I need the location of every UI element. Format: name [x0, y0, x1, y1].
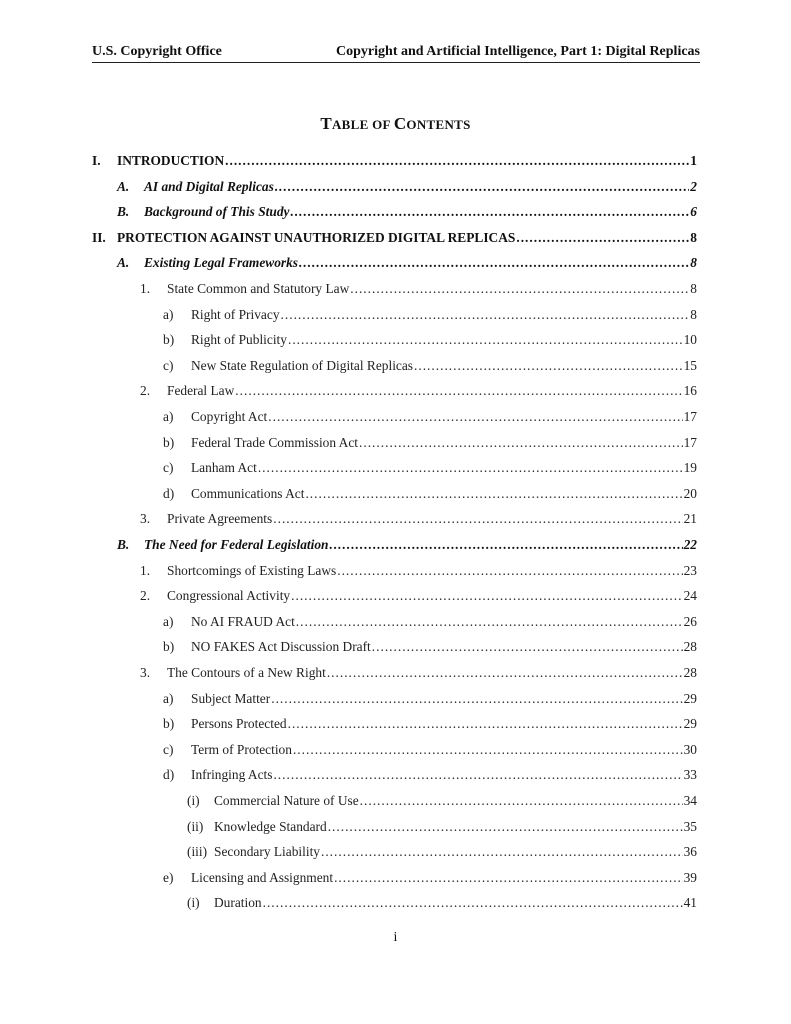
toc-entry-page: 8 [690, 255, 697, 271]
toc-leader-dots [273, 508, 682, 530]
toc-entry-label: New State Regulation of Digital Replicas [191, 357, 414, 373]
toc-entry-right-of-publicity[interactable] [163, 329, 697, 351]
toc-entry-number: b) [163, 434, 175, 450]
toc-leader-dots [296, 611, 683, 633]
toc-leader-dots [337, 560, 682, 582]
toc-entry-background[interactable] [117, 201, 697, 223]
toc-entry-label: Federal Trade Commission Act [191, 434, 359, 450]
toc-entry-number: e) [163, 869, 174, 885]
toc-entry-need-for-federal-legislation[interactable] [117, 534, 697, 556]
toc-entry-page: 35 [683, 818, 697, 834]
toc-entry-infringing-acts[interactable] [163, 764, 697, 786]
toc-entry-page: 28 [683, 639, 697, 655]
header-report-title: Copyright and Artificial Intelligence, Part 1: Digital Replicas [336, 44, 700, 59]
toc-entry-label: Commercial Nature of Use [214, 793, 359, 808]
toc-entry-introduction[interactable] [92, 150, 697, 172]
toc-entry-number: (iii) [187, 844, 208, 860]
toc-entry-existing-legal-frameworks[interactable] [117, 252, 697, 274]
toc-entry-number: I. [92, 153, 101, 168]
toc-leader-dots [288, 713, 683, 735]
toc-entry-number: c) [163, 357, 174, 373]
toc-entry-label: Knowledge Standard [214, 818, 327, 834]
toc-leader-dots [290, 201, 689, 223]
toc-entry-subject-matter[interactable] [163, 688, 697, 710]
toc-leader-dots [291, 585, 682, 607]
toc-entry-secondary-liability[interactable] [187, 841, 697, 863]
toc-leader-dots [273, 764, 682, 786]
toc-leader-dots [258, 457, 683, 479]
toc-leader-dots [516, 227, 689, 249]
toc-entry-number: d) [163, 485, 175, 501]
toc-entry-label: No AI FRAUD Act [191, 613, 295, 629]
toc-leader-dots [305, 483, 682, 505]
toc-leader-dots [329, 534, 682, 556]
toc-entry-label: Existing Legal Frameworks [144, 255, 299, 271]
title-cap-t: T [320, 114, 332, 133]
toc-entry-number: (i) [187, 793, 200, 808]
toc-entry-number: B. [117, 204, 130, 220]
toc-entry-page: 30 [683, 741, 697, 757]
toc-entry-knowledge-standard[interactable] [187, 816, 697, 838]
toc-entry-contours-new-right[interactable] [140, 662, 697, 684]
toc-entry-label: Secondary Liability [214, 844, 320, 860]
toc-entry-page: 36 [683, 844, 697, 860]
toc-entry-right-of-privacy[interactable] [163, 304, 697, 326]
toc-leader-dots [359, 432, 683, 454]
toc-entry-number: c) [163, 741, 174, 757]
toc-entry-label: Private Agreements [167, 511, 273, 527]
toc-entry-label: Lanham Act [191, 460, 257, 476]
toc-entry-page: 28 [683, 665, 697, 680]
toc-entry-shortcomings[interactable] [140, 560, 697, 582]
toc-leader-dots [327, 662, 683, 684]
toc-entry-label: Persons Protected [191, 716, 287, 732]
toc-entry-ai-and-digital-replicas[interactable] [117, 176, 697, 198]
toc-leader-dots [321, 841, 683, 863]
toc-leader-dots [372, 636, 683, 658]
toc-entry-page: 8 [690, 281, 697, 296]
toc-entry-number: II. [92, 229, 106, 245]
toc-leader-dots [299, 252, 689, 274]
toc-leader-dots [288, 329, 683, 351]
toc-entry-number: b) [163, 332, 175, 348]
toc-leader-dots [281, 304, 690, 326]
toc-entry-page: 23 [683, 562, 697, 578]
toc-entry-state-law[interactable] [140, 278, 697, 300]
toc-entry-label: Shortcomings of Existing Laws [167, 562, 337, 578]
toc-entry-number: 3. [140, 511, 151, 527]
toc-leader-dots [268, 406, 682, 428]
toc-entry-number: c) [163, 460, 174, 476]
toc-leader-dots [360, 790, 683, 812]
toc-entry-number: a) [163, 409, 174, 424]
toc-leader-dots [275, 176, 689, 198]
toc-leader-dots [235, 380, 682, 402]
toc-entry-label: Duration [214, 895, 262, 911]
toc-entry-page: 21 [683, 511, 697, 527]
toc-leader-dots [293, 739, 683, 761]
toc-entry-page: 29 [683, 716, 697, 732]
title-small-caps-1: ABLE OF [331, 117, 394, 132]
toc-entry-label: The Contours of a New Right [167, 665, 326, 680]
toc-leader-dots [414, 355, 683, 377]
toc-entry-private-agreements[interactable] [140, 508, 697, 530]
toc-entry-protection[interactable] [92, 227, 697, 249]
toc-entry-page: 41 [683, 895, 697, 911]
toc-entry-number: b) [163, 716, 175, 732]
toc-entry-page: 19 [683, 460, 697, 476]
toc-entry-number: a) [163, 613, 174, 629]
running-header [92, 40, 700, 63]
toc-entry-label: Subject Matter [191, 690, 271, 706]
toc-leader-dots [263, 892, 683, 914]
toc-entry-federal-law[interactable] [140, 380, 697, 402]
toc-entry-commercial-nature[interactable] [187, 790, 697, 812]
toc-entry-number: 1. [140, 562, 151, 578]
toc-entry-label: NO FAKES Act Discussion Draft [191, 639, 371, 655]
toc-entry-lanham-act[interactable] [163, 457, 697, 479]
toc-entry-label: PROTECTION AGAINST UNAUTHORIZED DIGITAL REPLICAS [117, 229, 516, 245]
toc-entry-no-fakes-act[interactable] [163, 636, 697, 658]
toc-entry-ftc-act[interactable] [163, 432, 697, 454]
toc-entry-communications-act[interactable] [163, 483, 697, 505]
toc-entry-page: 17 [683, 434, 697, 450]
toc-entry-page: 33 [683, 767, 697, 783]
toc-entry-label: Copyright Act [191, 409, 268, 424]
title-cap-c: C [393, 114, 407, 133]
toc-entry-licensing-assignment[interactable] [163, 867, 697, 889]
toc-entry-page: 26 [683, 613, 697, 629]
toc-entry-label: Congressional Activity [167, 588, 291, 604]
toc-entry-label: Licensing and Assignment [191, 869, 334, 885]
toc-entry-number: 3. [140, 665, 151, 680]
toc-entry-label: Infringing Acts [191, 767, 273, 783]
toc-entry-page: 2 [690, 178, 697, 194]
toc-entry-copyright-act[interactable] [163, 406, 697, 428]
toc-entry-number: 2. [140, 383, 151, 399]
toc-entry-page: 22 [683, 537, 697, 552]
toc-entry-page: 1 [690, 153, 697, 168]
toc-entry-number: 1. [140, 281, 151, 296]
toc-entry-number: A. [117, 255, 130, 271]
toc-entry-label: Right of Publicity [191, 332, 287, 348]
toc-entry-number: B. [117, 537, 130, 552]
toc-leader-dots [350, 278, 689, 300]
toc-entry-number: a) [163, 690, 174, 706]
toc-entry-duration[interactable] [187, 892, 697, 914]
toc-entry-page: 34 [683, 793, 697, 808]
toc-entry-label: State Common and Statutory Law [167, 281, 350, 296]
toc-entry-number: b) [163, 639, 175, 655]
toc-entry-congressional-activity[interactable] [140, 585, 697, 607]
toc-entry-page: 39 [683, 869, 697, 885]
toc-entry-no-ai-fraud-act[interactable] [163, 611, 697, 633]
toc-entry-page: 20 [683, 485, 697, 501]
toc-entry-label: Background of This Study [144, 204, 290, 220]
toc-entry-page: 16 [683, 383, 697, 399]
page-title [0, 114, 791, 134]
toc-entry-label: Right of Privacy [191, 306, 280, 322]
toc-entry-label: The Need for Federal Legislation [144, 537, 329, 552]
toc-entry-page: 17 [683, 409, 697, 424]
toc-entry-page: 29 [683, 690, 697, 706]
toc-entry-number: d) [163, 767, 175, 783]
toc-entry-label: INTRODUCTION [117, 153, 225, 168]
title-small-caps-2: ONTENTS [406, 117, 471, 132]
toc-entry-page: 15 [683, 357, 697, 373]
toc-entry-page: 8 [690, 306, 697, 322]
toc-entry-label: Term of Protection [191, 741, 292, 757]
toc-leader-dots [334, 867, 683, 889]
toc-entry-number: (ii) [187, 818, 204, 834]
toc-entry-label: Communications Act [191, 485, 305, 501]
toc-entry-page: 6 [690, 204, 697, 220]
toc-entry-page: 10 [683, 332, 697, 348]
toc-entry-label: Federal Law [167, 383, 235, 399]
toc-entry-number: (i) [187, 895, 200, 911]
toc-entry-number: a) [163, 306, 174, 322]
toc-leader-dots [328, 816, 683, 838]
toc-entry-label: AI and Digital Replicas [144, 178, 274, 194]
toc-leader-dots [225, 150, 689, 172]
toc-leader-dots [271, 688, 682, 710]
toc-entry-persons-protected[interactable] [163, 713, 697, 735]
toc-entry-term-of-protection[interactable] [163, 739, 697, 761]
toc-entry-new-state-regulation[interactable] [163, 355, 697, 377]
page-number: i [393, 930, 398, 945]
header-office: U.S. Copyright Office [92, 44, 222, 59]
toc-entry-number: A. [117, 178, 130, 194]
toc-entry-page: 8 [690, 229, 697, 245]
toc-entry-page: 24 [683, 588, 697, 604]
toc-entry-number: 2. [140, 588, 151, 604]
